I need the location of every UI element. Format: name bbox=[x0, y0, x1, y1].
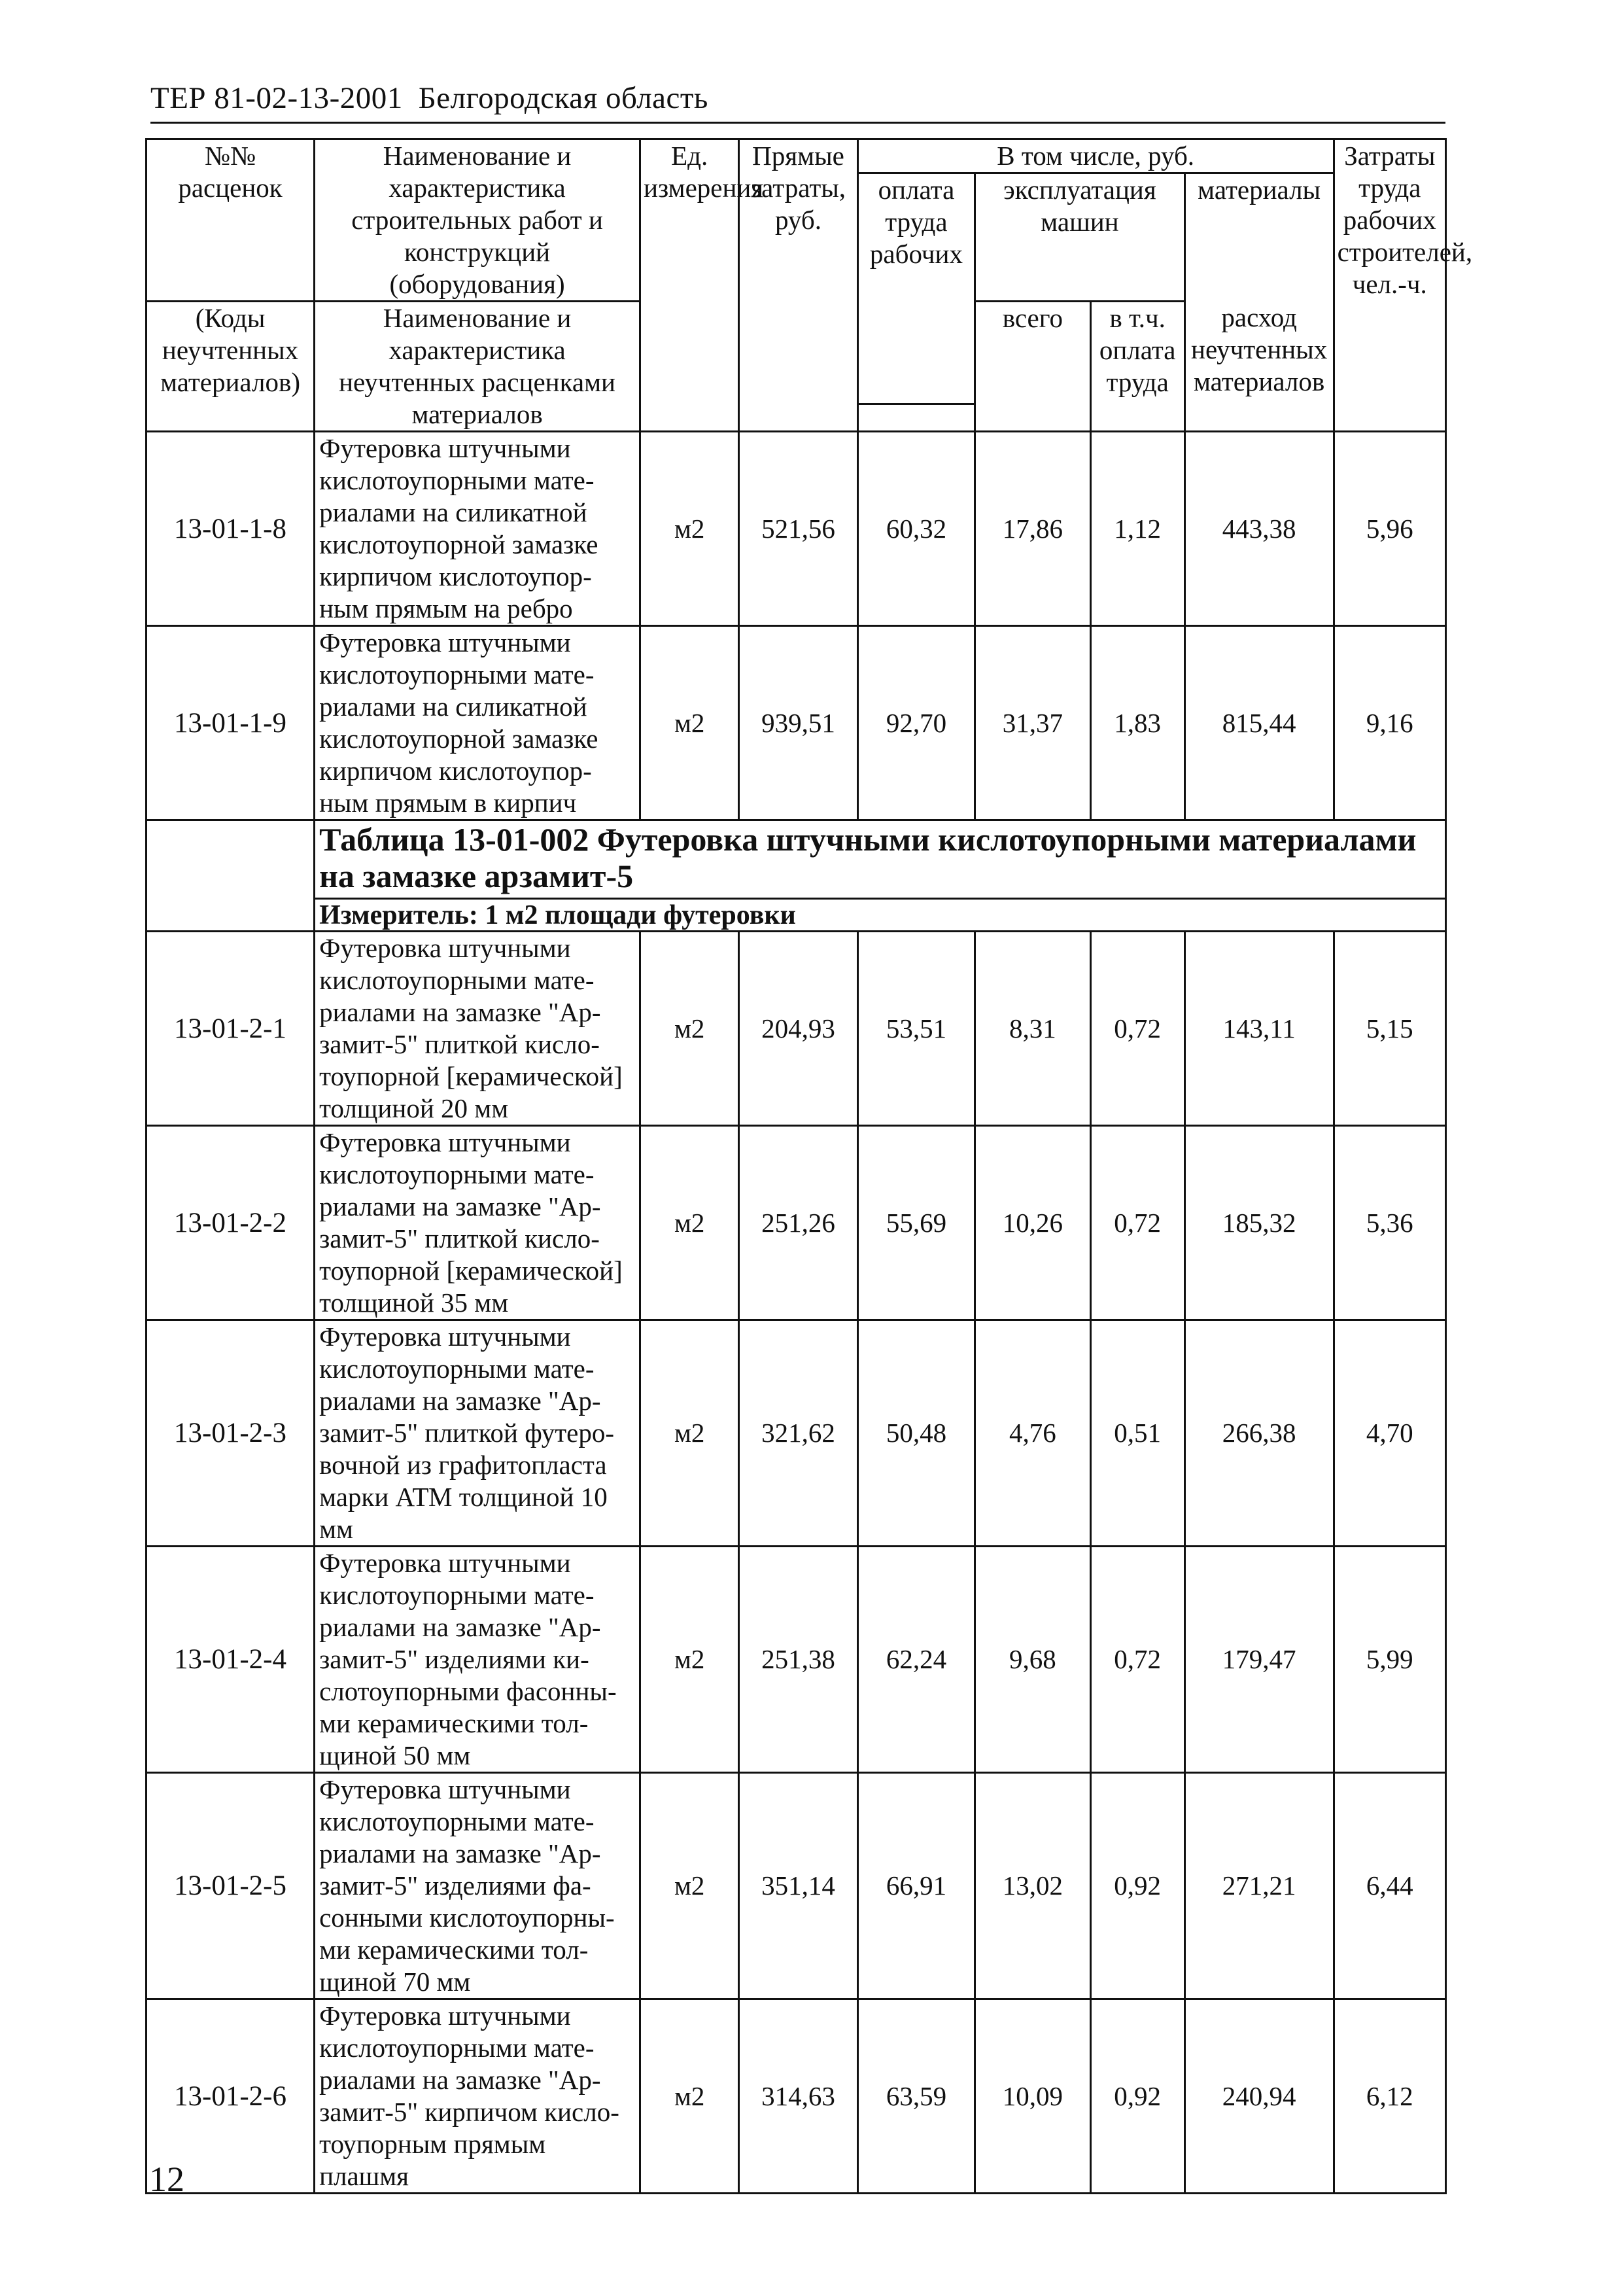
header-labor-pay-cont bbox=[857, 404, 975, 432]
direct-costs: 321,62 bbox=[739, 1320, 857, 1547]
machines-total: 10,26 bbox=[975, 1126, 1090, 1320]
description-line: слотоупорными фасонны- bbox=[319, 1676, 617, 1706]
header-labor-hours: Затраты труда рабочих строителей, чел.-ч. bbox=[1334, 139, 1445, 432]
description-line: Футеровка штучными bbox=[319, 933, 571, 963]
labor-pay: 50,48 bbox=[857, 1320, 975, 1547]
rate-code: 13-01-2-6 bbox=[147, 1999, 315, 2194]
labor-pay: 62,24 bbox=[857, 1547, 975, 1773]
labor-hours: 5,15 bbox=[1334, 932, 1445, 1126]
machines-labor: 0,72 bbox=[1090, 1547, 1184, 1773]
description-line: Футеровка штучными bbox=[319, 1322, 571, 1352]
machines-labor: 0,92 bbox=[1090, 1999, 1184, 2194]
labor-hours: 5,36 bbox=[1334, 1126, 1445, 1320]
description-line: ми керамическими тол- bbox=[319, 1935, 589, 1965]
machines-total: 10,09 bbox=[975, 1999, 1090, 2194]
table-row bbox=[147, 932, 1446, 1126]
labor-hours: 6,12 bbox=[1334, 1999, 1445, 2194]
description-line: замит-5" плиткой кисло- bbox=[319, 1223, 600, 1253]
section-measure: Измеритель: 1 м2 площади футеровки bbox=[315, 899, 1446, 932]
machines-labor: 1,83 bbox=[1090, 626, 1184, 820]
region-name: Белгородская область bbox=[418, 81, 708, 115]
description-line: риалами на замазке "Ар- bbox=[319, 997, 601, 1027]
materials-cost: 240,94 bbox=[1184, 1999, 1334, 2194]
description-line: риалами на замазке "Ар- bbox=[319, 1191, 601, 1221]
unit: м2 bbox=[640, 1126, 739, 1320]
table-row bbox=[147, 1320, 1446, 1547]
rate-description bbox=[315, 432, 640, 626]
table-row bbox=[147, 626, 1446, 820]
description-line: Футеровка штучными bbox=[319, 433, 571, 463]
machines-labor: 0,92 bbox=[1090, 1773, 1184, 1999]
rate-description bbox=[315, 626, 640, 820]
description-line: ным прямым в кирпич bbox=[319, 788, 577, 818]
header-direct-costs: Прямые затраты, руб. bbox=[739, 139, 857, 432]
header-machines-labor: в т.ч. оплата труда bbox=[1090, 302, 1184, 432]
unit: м2 bbox=[640, 932, 739, 1126]
machines-total: 13,02 bbox=[975, 1773, 1090, 1999]
labor-pay: 60,32 bbox=[857, 432, 975, 626]
materials-cost: 271,21 bbox=[1184, 1773, 1334, 1999]
rate-description bbox=[315, 1126, 640, 1320]
table-row bbox=[147, 1999, 1446, 2194]
description-line: марки АТМ толщиной 10 bbox=[319, 1482, 608, 1512]
description-line: тоупорной [керамической] bbox=[319, 1255, 623, 1286]
header-code-bottom: (Коды неучтенных материалов) bbox=[147, 302, 315, 432]
description-line: риалами на замазке "Ар- bbox=[319, 2065, 601, 2095]
section-empty-cell bbox=[147, 820, 315, 932]
labor-pay: 53,51 bbox=[857, 932, 975, 1126]
materials-cost: 179,47 bbox=[1184, 1547, 1334, 1773]
section-title: Таблица 13-01-002 Футеровка штучными кислотоупорными материалами на замазке арзамит-5 bbox=[315, 820, 1446, 899]
header-name-top: Наименование и характеристика строительных работ и конструкций (оборудования) bbox=[315, 139, 640, 302]
labor-hours: 5,99 bbox=[1334, 1547, 1445, 1773]
machines-labor: 0,72 bbox=[1090, 932, 1184, 1126]
description-line: замит-5" изделиями фа- bbox=[319, 1870, 591, 1901]
description-line: щиной 50 мм bbox=[319, 1740, 471, 1770]
direct-costs: 939,51 bbox=[739, 626, 857, 820]
materials-cost: 143,11 bbox=[1184, 932, 1334, 1126]
description-line: плашмя bbox=[319, 2161, 409, 2191]
labor-pay: 66,91 bbox=[857, 1773, 975, 1999]
section-measure-row bbox=[147, 899, 1446, 932]
table-row bbox=[147, 1773, 1446, 1999]
description-line: ми керамическими тол- bbox=[319, 1708, 589, 1738]
rate-code: 13-01-2-2 bbox=[147, 1126, 315, 1320]
rate-code: 13-01-2-1 bbox=[147, 932, 315, 1126]
direct-costs: 251,38 bbox=[739, 1547, 857, 1773]
description-line: ным прямым на ребро bbox=[319, 593, 573, 623]
machines-labor: 0,51 bbox=[1090, 1320, 1184, 1547]
table-row bbox=[147, 1547, 1446, 1773]
description-line: щиной 70 мм bbox=[319, 1967, 471, 1997]
description-line: кислотоупорной замазке bbox=[319, 529, 598, 559]
description-line: кирпичом кислотоупор- bbox=[319, 561, 592, 591]
description-line: Футеровка штучными bbox=[319, 1774, 571, 1804]
description-line: риалами на силикатной bbox=[319, 692, 587, 722]
labor-hours: 5,96 bbox=[1334, 432, 1445, 626]
table-row bbox=[147, 1126, 1446, 1320]
description-line: кислотоупорными мате- bbox=[319, 2033, 595, 2063]
description-line: замит-5" плиткой кисло- bbox=[319, 1029, 600, 1059]
header-machines-total: всего bbox=[975, 302, 1090, 432]
description-line: Футеровка штучными bbox=[319, 1127, 571, 1157]
direct-costs: 204,93 bbox=[739, 932, 857, 1126]
machines-total: 9,68 bbox=[975, 1547, 1090, 1773]
materials-cost: 185,32 bbox=[1184, 1126, 1334, 1320]
materials-cost: 266,38 bbox=[1184, 1320, 1334, 1547]
description-line: кирпичом кислотоупор- bbox=[319, 756, 592, 786]
rate-code: 13-01-2-4 bbox=[147, 1547, 315, 1773]
rate-description bbox=[315, 1320, 640, 1547]
labor-pay: 55,69 bbox=[857, 1126, 975, 1320]
rate-description bbox=[315, 1999, 640, 2194]
description-line: кислотоупорными мате- bbox=[319, 965, 595, 995]
materials-cost: 443,38 bbox=[1184, 432, 1334, 626]
description-line: кислотоупорными мате- bbox=[319, 1354, 595, 1384]
rate-description bbox=[315, 932, 640, 1126]
description-line: замит-5" кирпичом кисло- bbox=[319, 2097, 619, 2127]
description-line: кислотоупорными мате- bbox=[319, 465, 595, 495]
header-machines: эксплуатация машин bbox=[975, 173, 1185, 302]
description-line: Футеровка штучными bbox=[319, 2001, 571, 2031]
description-line: толщиной 35 мм bbox=[319, 1288, 509, 1318]
header-labor-pay: оплата труда рабочих bbox=[857, 173, 975, 404]
unit: м2 bbox=[640, 626, 739, 820]
description-line: мм bbox=[319, 1514, 353, 1544]
labor-pay: 92,70 bbox=[857, 626, 975, 820]
rate-code: 13-01-2-3 bbox=[147, 1320, 315, 1547]
table-row bbox=[147, 432, 1446, 626]
description-line: замит-5" изделиями ки- bbox=[319, 1644, 589, 1674]
rate-code: 13-01-1-9 bbox=[147, 626, 315, 820]
description-line: тоупорным прямым bbox=[319, 2129, 546, 2159]
unit: м2 bbox=[640, 1547, 739, 1773]
direct-costs: 251,26 bbox=[739, 1126, 857, 1320]
machines-labor: 1,12 bbox=[1090, 432, 1184, 626]
description-line: риалами на замазке "Ар- bbox=[319, 1386, 601, 1416]
description-line: риалами на замазке "Ар- bbox=[319, 1838, 601, 1868]
header-unit: Ед. измерения bbox=[640, 139, 739, 432]
machines-total: 31,37 bbox=[975, 626, 1090, 820]
description-line: вочной из графитопласта bbox=[319, 1450, 607, 1480]
labor-hours: 4,70 bbox=[1334, 1320, 1445, 1547]
labor-hours: 6,44 bbox=[1334, 1773, 1445, 1999]
description-line: кислотоупорными мате- bbox=[319, 1580, 595, 1610]
header-including: В том числе, руб. bbox=[857, 139, 1334, 173]
page-number: 12 bbox=[149, 2160, 184, 2199]
description-line: кислотоупорными мате- bbox=[319, 1806, 595, 1836]
direct-costs: 521,56 bbox=[739, 432, 857, 626]
rates-table bbox=[145, 138, 1473, 2194]
header-code-top: №№ расценок bbox=[147, 139, 315, 302]
description-line: Футеровка штучными bbox=[319, 1548, 571, 1578]
unit: м2 bbox=[640, 1773, 739, 1999]
description-line: замит-5" плиткой футеро- bbox=[319, 1418, 615, 1448]
description-line: риалами на силикатной bbox=[319, 497, 587, 527]
description-line: Футеровка штучными bbox=[319, 627, 571, 657]
rate-description bbox=[315, 1773, 640, 1999]
header-materials: материалы bbox=[1184, 173, 1334, 302]
rate-description bbox=[315, 1547, 640, 1773]
machines-total: 17,86 bbox=[975, 432, 1090, 626]
unit: м2 bbox=[640, 1999, 739, 2194]
page-header bbox=[150, 79, 1445, 124]
header-materials-unaccounted: расход неучтенных материалов bbox=[1184, 302, 1334, 432]
section-title-row bbox=[147, 820, 1446, 899]
document-code: ТЕР 81-02-13-2001 bbox=[150, 81, 403, 115]
description-line: тоупорной [керамической] bbox=[319, 1061, 623, 1091]
rate-code: 13-01-2-5 bbox=[147, 1773, 315, 1999]
description-line: кислотоупорной замазке bbox=[319, 724, 598, 754]
materials-cost: 815,44 bbox=[1184, 626, 1334, 820]
description-line: кислотоупорными мате- bbox=[319, 1159, 595, 1189]
unit: м2 bbox=[640, 1320, 739, 1547]
machines-total: 8,31 bbox=[975, 932, 1090, 1126]
direct-costs: 314,63 bbox=[739, 1999, 857, 2194]
machines-labor: 0,72 bbox=[1090, 1126, 1184, 1320]
labor-pay: 63,59 bbox=[857, 1999, 975, 2194]
unit: м2 bbox=[640, 432, 739, 626]
description-line: риалами на замазке "Ар- bbox=[319, 1612, 601, 1642]
description-line: сонными кислотоупорны- bbox=[319, 1902, 615, 1933]
description-line: кислотоупорными мате- bbox=[319, 659, 595, 690]
direct-costs: 351,14 bbox=[739, 1773, 857, 1999]
labor-hours: 9,16 bbox=[1334, 626, 1445, 820]
machines-total: 4,76 bbox=[975, 1320, 1090, 1547]
header-name-bottom: Наименование и характеристика неучтенных расценками материалов bbox=[315, 302, 640, 432]
description-line: толщиной 20 мм bbox=[319, 1093, 509, 1123]
rate-code: 13-01-1-8 bbox=[147, 432, 315, 626]
